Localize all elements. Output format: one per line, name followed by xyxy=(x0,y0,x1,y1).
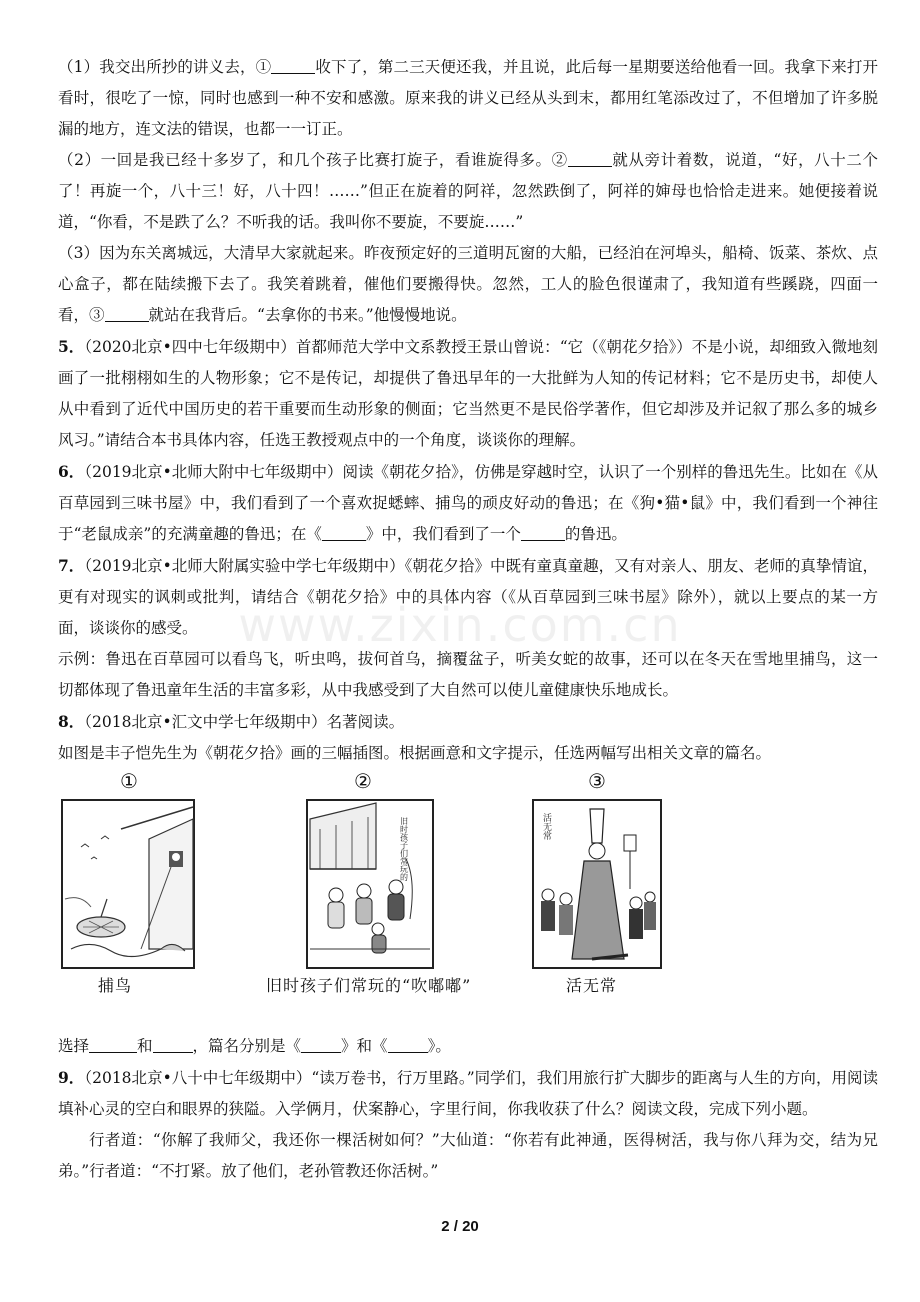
blank-2 xyxy=(568,152,612,167)
blank-choice-1 xyxy=(89,1038,137,1053)
question-6-text-c: 的鲁迅。 xyxy=(564,525,627,543)
page-number: 2 / 20 xyxy=(441,1218,479,1235)
blank-q6-trait xyxy=(521,526,565,541)
question-6-number: 6． xyxy=(58,462,85,481)
watermark: www.zixin.com.cn xyxy=(238,598,682,652)
answer-text-d: 》和《 xyxy=(341,1037,388,1055)
paragraph-3-text-a: （3）因为东关离城远，大清早大家就起来。昨夜预定好的三道明瓦窗的大船，已经泊在河埠头，船椅、饭菜、茶炊、点心盒子，都在陆续搬下去了。我笑着跳着，催他们要搬得快。忽然，工人的脸色很谨肃了，我知道有些蹊跷，四面一看，③ xyxy=(58,244,878,324)
question-7-text: （2019北京•北师大附属实验中学七年级期中）《朝花夕拾》中既有童真童趣，又有对亲人、朋友、老师的真挚情谊，更有对现实的讽刺或批判，请结合《朝花夕拾》中的具体内容（《从百草园到三味书屋》除外），就以上要点的某一方面，谈谈你的感受。 xyxy=(58,557,878,637)
document-body xyxy=(58,52,878,1187)
question-7-number: 7． xyxy=(58,556,85,575)
illustration-3-caption: 活无常 xyxy=(566,976,618,995)
paragraph-1 xyxy=(58,52,878,145)
wuchang-illustration xyxy=(532,799,662,969)
paragraph-2 xyxy=(58,145,878,238)
question-5 xyxy=(58,331,878,456)
illustration-2-number: ② xyxy=(354,769,372,793)
question-8-number: 8． xyxy=(58,712,85,731)
blank-choice-2 xyxy=(153,1038,193,1053)
paragraph-2-text-a: （2）一回是我已经十多岁了，和几个孩子比赛打旋子，看谁旋得多。② xyxy=(58,151,568,169)
question-6 xyxy=(58,456,878,550)
question-9-number: 9． xyxy=(58,1068,85,1087)
blank-title-1 xyxy=(301,1038,341,1053)
paragraph-3-text-b: 就站在我背后。“去拿你的书来。”他慢慢地说。 xyxy=(148,306,467,324)
question-9-passage: 行者道：“你解了我师父，我还你一棵活树如何？”大仙道：“你若有此神通，医得树活，我与你八拜为交，结为兄弟。”行者道：“不打紧。放了他们，老孙管教还你活树。” xyxy=(58,1131,878,1180)
blank-3 xyxy=(105,307,149,322)
blank-title-2 xyxy=(388,1038,428,1053)
blank-q6-title xyxy=(322,526,366,541)
question-8-intro: 如图是丰子恺先生为《朝花夕拾》画的三幅插图。根据画意和文字提示，任选两幅写出相关文章的篇名。 xyxy=(58,744,772,762)
question-5-text: （2020北京•四中七年级期中）首都师范大学中文系教授王景山曾说：“它（《朝花夕拾》）不是小说，却细致入微地刻画了一批栩栩如生的人物形象；它不是传记，却提供了鲁迅早年的一大批鲜为人知的传记材料；它不是历史书，却使人从中看到了近代中国历史的若干重要而生动形象的侧面；它当然更不是民俗学著作，但它却涉及并记叙了那么多的城乡风习。”请结合本书具体内容，任选王教授观点中的一个角度，谈谈你的理解。 xyxy=(58,338,878,449)
question-5-number: 5． xyxy=(58,337,85,356)
question-6-text-b: 》中，我们看到了一个 xyxy=(365,525,521,543)
bird-catching-illustration xyxy=(61,799,195,969)
question-7 xyxy=(58,550,878,644)
question-9-text: （2018北京•八十中七年级期中）“读万卷书，行万里路。”同学们，我们用旅行扩大脚步的距离与人生的方向，用阅读填补心灵的空白和眼界的狭隘。入学俩月，伏案静心，字里行间，你我收获了什么？阅读文段，完成下列小题。 xyxy=(58,1069,878,1118)
illustration-2-caption: 旧时孩子们常玩的“吹嘟嘟” xyxy=(266,976,472,995)
paragraph-2-text-b: 就从旁计着数，说道，“好，八十二个了！再旋一个，八十三！好，八十四！……”但正在旋着的阿祥，忽然跌倒了，阿祥的婶母也恰恰走进来。她便接着说道，“你看，不是跌了么？不听我的话。我叫你不要旋，不要旋……” xyxy=(58,151,878,231)
illustration-3-number: ③ xyxy=(588,769,606,793)
illustration-1-caption: 捕鸟 xyxy=(98,976,133,995)
blank-1 xyxy=(271,59,315,74)
question-7-example: 示例：鲁迅在百草园可以看鸟飞，听虫鸣，拔何首乌，摘覆盆子，听美女蛇的故事，还可以在冬天在雪地里捕鸟，这一切都体现了鲁迅童年生活的丰富多彩，从中我感受到了大自然可以使儿童健康快乐地成长。 xyxy=(58,650,878,699)
illustration-row xyxy=(58,769,878,1031)
paragraph-3 xyxy=(58,238,878,331)
question-8-answer-line xyxy=(58,1031,878,1062)
illustration-1-number: ① xyxy=(120,769,138,793)
answer-text-b: 和 xyxy=(137,1037,153,1055)
illustration-2-inscription: 旧时孩子们常玩的 xyxy=(399,817,409,881)
answer-text-e: 》。 xyxy=(427,1037,451,1055)
question-8 xyxy=(58,706,878,738)
blowing-toy-illustration xyxy=(306,799,434,969)
question-6-text-a: （2019北京•北师大附中七年级期中）阅读《朝花夕拾》，仿佛是穿越时空，认识了一个别样的鲁迅先生。比如在《从百草园到三味书屋》中，我们看到了一个喜欢捉蟋蟀、捕鸟的顽皮好动的鲁迅；在《狗•猫•鼠》中，我们看到一个神往于“老鼠成亲”的充满童趣的鲁迅；在《 xyxy=(58,463,878,543)
answer-text-a: 选择 xyxy=(58,1037,90,1055)
question-9 xyxy=(58,1062,878,1125)
illustration-3-inscription: 活无常 xyxy=(541,813,551,840)
question-8-text: （2018北京•汇文中学七年级期中）名著阅读。 xyxy=(84,713,405,731)
paragraph-1-text-a: （1）我交出所抄的讲义去，① xyxy=(58,58,272,76)
paragraph-1-text-b: 收下了，第二三天便还我，并且说，此后每一星期要送给他看一回。我拿下来打开看时，很吃了一惊，同时也感到一种不安和感激。原来我的讲义已经从头到末，都用红笔添改过了，不但增加了许多脱漏的地方，连文法的错误，也都一一订正。 xyxy=(58,58,878,138)
answer-text-c: ，篇名分别是《 xyxy=(192,1037,302,1055)
